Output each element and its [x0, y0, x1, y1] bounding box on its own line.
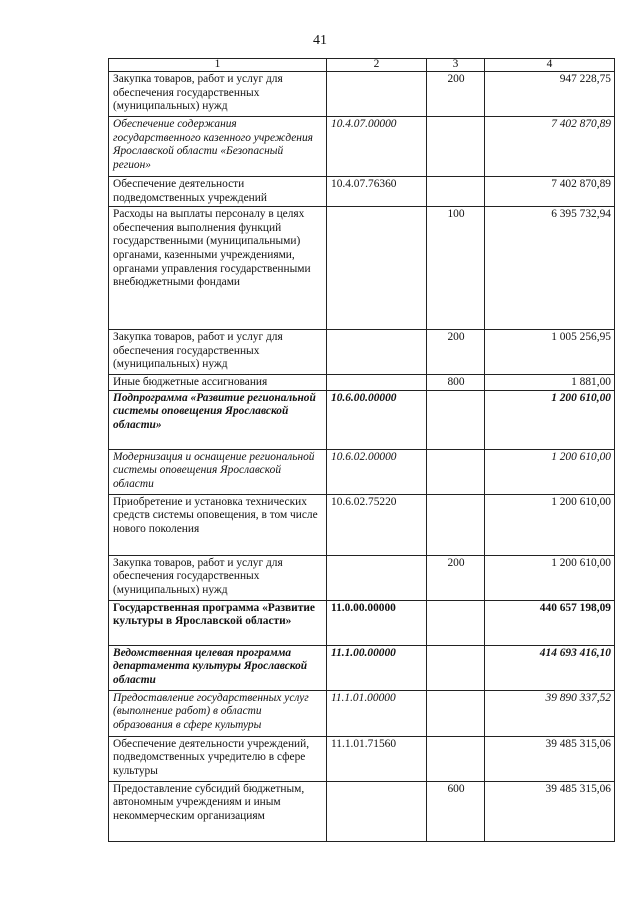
table-row — [109, 176, 615, 206]
row-amount: 1 200 610,00 — [485, 555, 615, 600]
row-code: 10.6.02.00000 — [327, 449, 427, 494]
table-row — [109, 116, 615, 176]
row-amount: 39 890 337,52 — [485, 690, 615, 736]
row-amount: 6 395 732,94 — [485, 206, 615, 329]
row-expense-type: 200 — [427, 71, 485, 116]
row-name: Закупка товаров, работ и услуг для обеспечения государственных (муниципальных) нужд — [109, 71, 327, 116]
row-name: Закупка товаров, работ и услуг для обеспечения государственных (муниципальных) нужд — [109, 555, 327, 600]
row-code: 11.0.00.00000 — [327, 600, 427, 645]
row-amount: 7 402 870,89 — [485, 116, 615, 176]
table-row — [109, 390, 615, 449]
row-expense-type: 600 — [427, 781, 485, 841]
row-expense-type — [427, 600, 485, 645]
row-amount: 39 485 315,06 — [485, 736, 615, 781]
table-row — [109, 600, 615, 645]
row-name: Закупка товаров, работ и услуг для обеспечения государственных (муниципальных) нужд — [109, 329, 327, 374]
row-code: 10.6.02.75220 — [327, 494, 427, 555]
budget-table — [108, 58, 615, 842]
row-code: 11.1.00.00000 — [327, 645, 427, 690]
row-amount: 1 200 610,00 — [485, 390, 615, 449]
row-expense-type — [427, 690, 485, 736]
row-amount: 947 228,75 — [485, 71, 615, 116]
row-expense-type: 100 — [427, 206, 485, 329]
row-name: Модернизация и оснащение региональной системы оповещения Ярославской области — [109, 449, 327, 494]
header-col-4: 4 — [485, 59, 615, 72]
row-name: Обеспечение деятельности учреждений, подведомственных учредителю в сфере культуры — [109, 736, 327, 781]
row-name: Государственная программа «Развитие культуры в Ярославской области» — [109, 600, 327, 645]
table-row — [109, 781, 615, 841]
row-name: Предоставление субсидий бюджетным, автономным учреждениям и иным некоммерческим организациям — [109, 781, 327, 841]
header-col-2: 2 — [327, 59, 427, 72]
row-code — [327, 329, 427, 374]
row-amount: 1 200 610,00 — [485, 494, 615, 555]
row-code — [327, 555, 427, 600]
row-amount: 1 881,00 — [485, 374, 615, 390]
table-row — [109, 645, 615, 690]
row-expense-type — [427, 645, 485, 690]
row-code — [327, 374, 427, 390]
row-name: Подпрограмма «Развитие региональной системы оповещения Ярославской области» — [109, 390, 327, 449]
row-amount: 440 657 198,09 — [485, 600, 615, 645]
row-expense-type: 200 — [427, 329, 485, 374]
header-col-1: 1 — [109, 59, 327, 72]
row-code: 11.1.01.71560 — [327, 736, 427, 781]
row-amount: 39 485 315,06 — [485, 781, 615, 841]
row-expense-type — [427, 176, 485, 206]
table-row — [109, 736, 615, 781]
row-name: Обеспечение деятельности подведомственных учреждений — [109, 176, 327, 206]
row-code — [327, 781, 427, 841]
row-code: 11.1.01.00000 — [327, 690, 427, 736]
table-row — [109, 690, 615, 736]
table-row — [109, 555, 615, 600]
row-name: Иные бюджетные ассигнования — [109, 374, 327, 390]
row-expense-type — [427, 116, 485, 176]
page-number: 41 — [313, 33, 327, 48]
row-amount: 7 402 870,89 — [485, 176, 615, 206]
row-name: Расходы на выплаты персоналу в целях обеспечения выполнения функций государственными (муниципальными) органами, казенными учреждениями, органами управления государственными внебюджетными фондами — [109, 206, 327, 329]
row-name: Ведомственная целевая программа департамента культуры Ярославской области — [109, 645, 327, 690]
row-amount: 1 200 610,00 — [485, 449, 615, 494]
row-code — [327, 71, 427, 116]
row-name: Приобретение и установка технических средств системы оповещения, в том числе нового поколения — [109, 494, 327, 555]
row-expense-type — [427, 449, 485, 494]
table-row — [109, 374, 615, 390]
row-code: 10.4.07.76360 — [327, 176, 427, 206]
row-name: Обеспечение содержания государственного казенного учреждения Ярославской области «Безопасный регион» — [109, 116, 327, 176]
table-row — [109, 206, 615, 329]
row-name: Предоставление государственных услуг (выполнение работ) в области образования в сфере культуры — [109, 690, 327, 736]
row-expense-type — [427, 736, 485, 781]
row-expense-type: 800 — [427, 374, 485, 390]
row-amount: 1 005 256,95 — [485, 329, 615, 374]
table-row — [109, 494, 615, 555]
row-code — [327, 206, 427, 329]
table-row — [109, 71, 615, 116]
table-row — [109, 449, 615, 494]
header-col-3: 3 — [427, 59, 485, 72]
row-code: 10.6.00.00000 — [327, 390, 427, 449]
row-expense-type: 200 — [427, 555, 485, 600]
row-amount: 414 693 416,10 — [485, 645, 615, 690]
row-code: 10.4.07.00000 — [327, 116, 427, 176]
row-expense-type — [427, 494, 485, 555]
table-header-row — [109, 59, 615, 72]
table-row — [109, 329, 615, 374]
row-expense-type — [427, 390, 485, 449]
